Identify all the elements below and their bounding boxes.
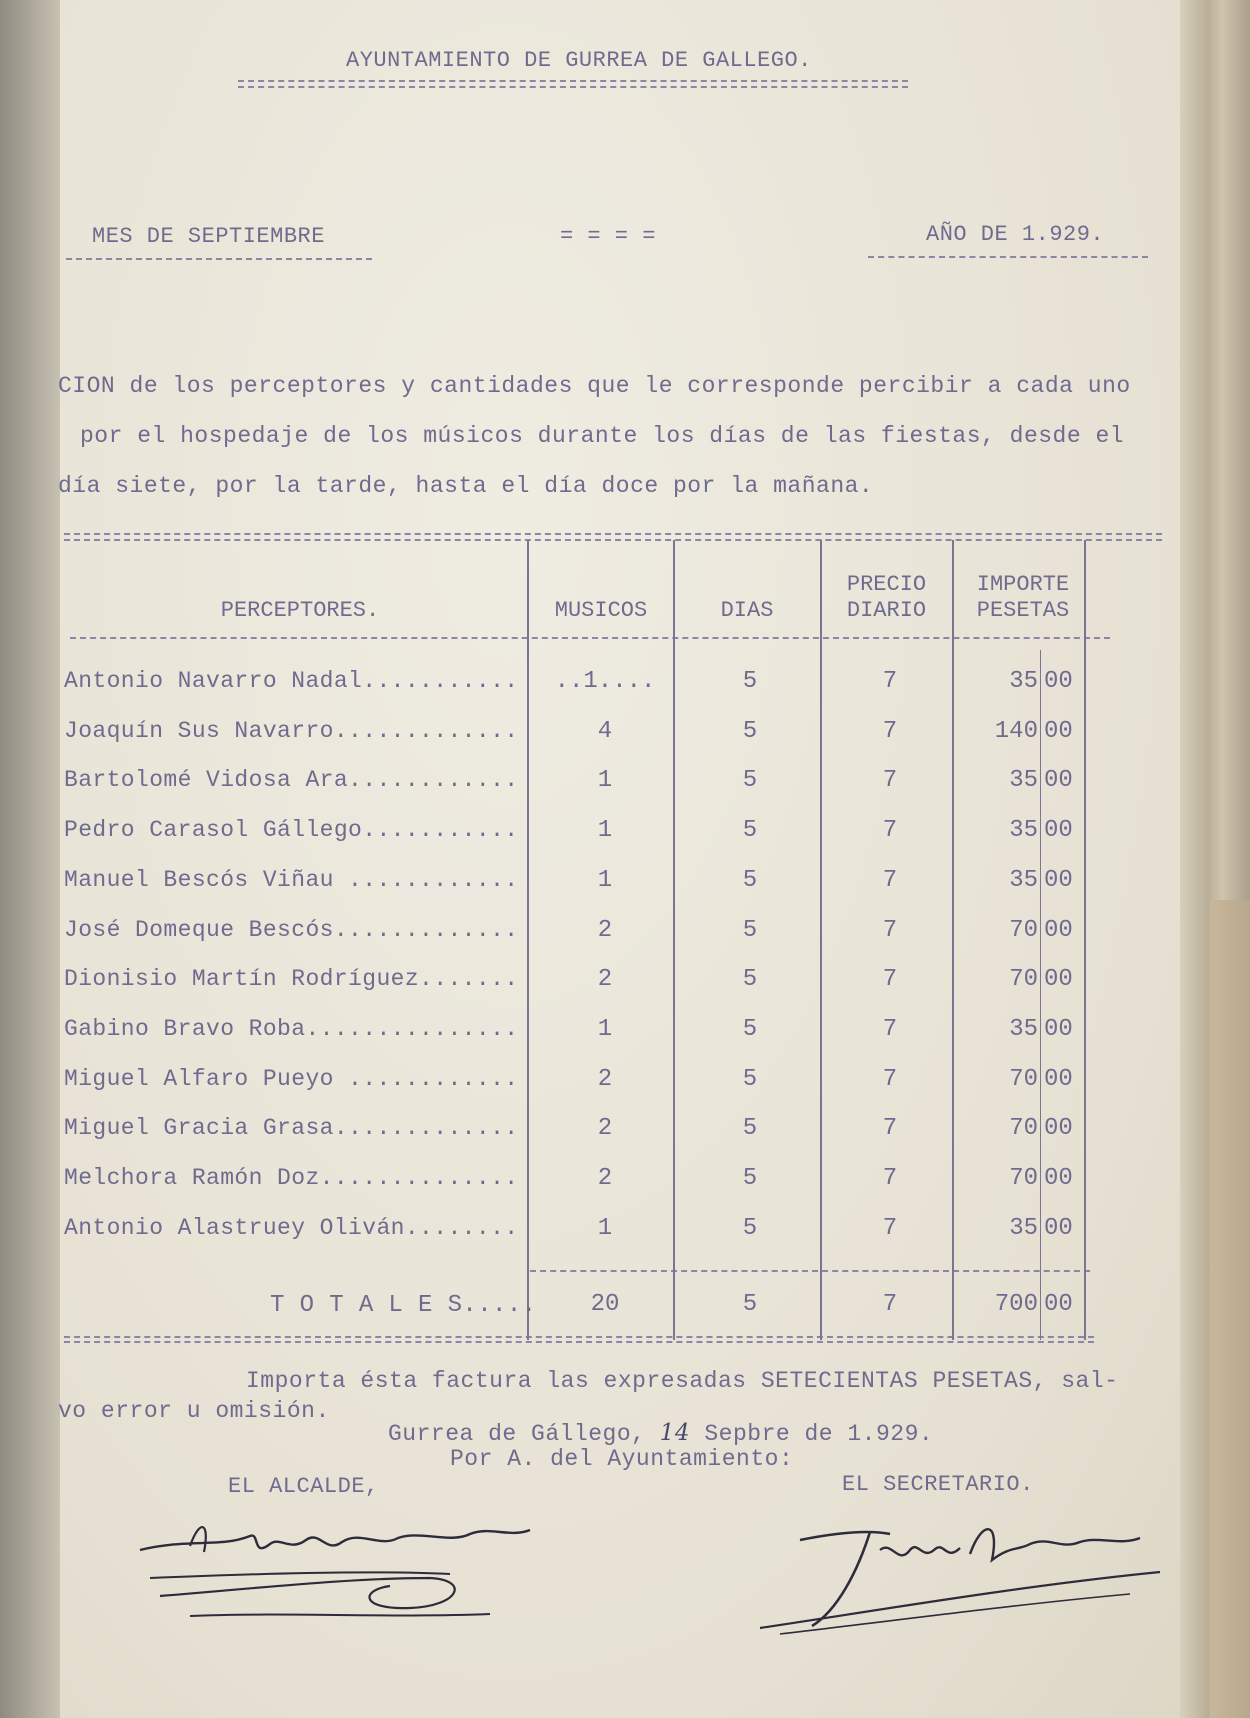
table-row-precio: 7 <box>882 1016 898 1043</box>
secretario-signature <box>720 1510 1190 1640</box>
table-row-musicos: ..1.... <box>554 668 656 695</box>
table-row-musicos: 1 <box>597 767 613 794</box>
header-dias: DIAS <box>720 598 774 623</box>
totals-label: T O T A L E S..... <box>270 1292 537 1319</box>
table-row-pesetas: 70 <box>1009 1165 1038 1192</box>
table-row-cents: 00 <box>1044 1016 1073 1043</box>
table-row-name: Antonio Alastruey Oliván........ <box>64 1215 519 1241</box>
table-row-cents: 00 <box>1044 817 1073 844</box>
table-row-precio: 7 <box>882 718 898 745</box>
table-row-precio: 7 <box>882 817 898 844</box>
place-date-suffix: Sepbre de 1.929. <box>704 1421 934 1447</box>
table-row-name: Miguel Alfaro Pueyo ............ <box>64 1066 519 1092</box>
table-row-cents: 00 <box>1044 966 1073 993</box>
table-row-dias: 5 <box>742 966 758 993</box>
table-row-dias: 5 <box>742 767 758 794</box>
authority-line: Por A. del Ayuntamiento: <box>450 1446 794 1472</box>
totals-precio: 7 <box>882 1291 898 1318</box>
totals-musicos: 20 <box>590 1291 620 1318</box>
table-row-cents: 00 <box>1044 718 1073 745</box>
month-label: MES DE SEPTIEMBRE <box>92 224 325 249</box>
table-top-rule-2 <box>64 539 1162 541</box>
table-row-musicos: 2 <box>597 917 613 944</box>
table-row-pesetas: 70 <box>1009 917 1038 944</box>
title-underline-2 <box>238 86 908 88</box>
table-row-cents: 00 <box>1044 1215 1073 1242</box>
table-top-rule <box>64 533 1162 535</box>
table-row-musicos: 2 <box>597 1165 613 1192</box>
alcalde-signature <box>130 1508 570 1628</box>
title-underline <box>238 80 908 82</box>
right-paper-stack-lower <box>1210 900 1250 1718</box>
table-row-dias: 5 <box>742 1115 758 1142</box>
table-row-name: Antonio Navarro Nadal........... <box>64 668 519 694</box>
table-row-cents: 00 <box>1044 1115 1073 1142</box>
alcalde-label: EL ALCALDE, <box>228 1474 379 1499</box>
table-row-precio: 7 <box>882 917 898 944</box>
secretario-label: EL SECRETARIO. <box>842 1472 1034 1497</box>
table-row-pesetas: 70 <box>1009 1066 1038 1093</box>
header-importe-pesetas: IMPORTE PESETAS <box>976 572 1070 623</box>
table-row-name: Joaquín Sus Navarro............. <box>64 718 519 744</box>
table-row-dias: 5 <box>742 917 758 944</box>
table-row-cents: 00 <box>1044 1165 1073 1192</box>
table-row-musicos: 2 <box>597 966 613 993</box>
header-musicos: MUSICOS <box>554 598 648 623</box>
table-row-name: Bartolomé Vidosa Ara............ <box>64 767 519 793</box>
table-row-cents: 00 <box>1044 917 1073 944</box>
table-row-dias: 5 <box>742 867 758 894</box>
table-row-musicos: 4 <box>597 718 613 745</box>
table-row-pesetas: 70 <box>1009 966 1038 993</box>
table-bottom-rule-2 <box>64 1341 1094 1343</box>
table-row-musicos: 2 <box>597 1066 613 1093</box>
table-row-name: Dionisio Martín Rodríguez....... <box>64 966 519 992</box>
table-row-musicos: 1 <box>597 817 613 844</box>
col-divider-2 <box>673 540 675 1340</box>
header-perceptores: PERCEPTORES. <box>220 598 380 623</box>
totals-dias: 5 <box>742 1291 758 1318</box>
table-row-pesetas: 70 <box>1009 1115 1038 1142</box>
year-underline <box>868 256 1148 258</box>
table-row-name: Miguel Gracia Grasa............. <box>64 1115 519 1141</box>
table-row-dias: 5 <box>742 1016 758 1043</box>
table-totals-rule <box>530 1270 1090 1272</box>
col-divider-1 <box>527 540 529 1340</box>
left-paper-edge <box>0 0 62 1718</box>
table-row-dias: 5 <box>742 718 758 745</box>
table-row-musicos: 1 <box>597 867 613 894</box>
table-header-rule <box>70 637 1110 639</box>
header-separator: = = = = <box>560 224 656 249</box>
table-row-name: Gabino Bravo Roba............... <box>64 1016 519 1042</box>
table-row-precio: 7 <box>882 1215 898 1242</box>
table-row-precio: 7 <box>882 668 898 695</box>
table-row-pesetas: 35 <box>1009 668 1038 695</box>
table-row-musicos: 1 <box>597 1215 613 1242</box>
table-row-cents: 00 <box>1044 1066 1073 1093</box>
table-row-pesetas: 35 <box>1009 817 1038 844</box>
handwritten-day: 14 <box>659 1420 691 1446</box>
table-row-name: Manuel Bescós Viñau ............ <box>64 867 519 893</box>
table-row-precio: 7 <box>882 867 898 894</box>
footer-amount-line-2: vo error u omisión. <box>58 1398 330 1424</box>
intro-line-1: CION de los perceptores y cantidades que le corresponde percibir a cada uno <box>58 373 1131 399</box>
table-row-dias: 5 <box>742 817 758 844</box>
table-row-musicos: 2 <box>597 1115 613 1142</box>
col-divider-3 <box>820 540 822 1340</box>
table-row-name: Melchora Ramón Doz.............. <box>64 1165 519 1191</box>
place-date <box>388 1420 933 1447</box>
place-date-prefix: Gurrea de Gállego, <box>388 1421 646 1447</box>
table-row-pesetas: 35 <box>1009 1215 1038 1242</box>
table-bottom-rule <box>64 1336 1094 1338</box>
table-row-precio: 7 <box>882 767 898 794</box>
table-row-pesetas: 140 <box>994 718 1038 745</box>
table-row-dias: 5 <box>742 1215 758 1242</box>
table-row-name: Pedro Carasol Gállego........... <box>64 817 519 843</box>
year-label: AÑO DE 1.929. <box>926 222 1105 247</box>
table-row-pesetas: 35 <box>1009 1016 1038 1043</box>
month-underline <box>66 258 372 260</box>
table-row-precio: 7 <box>882 1066 898 1093</box>
intro-line-2: por el hospedaje de los músicos durante los días de las fiestas, desde el <box>80 423 1125 449</box>
table-row-dias: 5 <box>742 1165 758 1192</box>
table-row-dias: 5 <box>742 668 758 695</box>
table-row-cents: 00 <box>1044 767 1073 794</box>
table-row-musicos: 1 <box>597 1016 613 1043</box>
table-row-precio: 7 <box>882 966 898 993</box>
table-row-precio: 7 <box>882 1115 898 1142</box>
footer-amount-line-1: Importa ésta factura las expresadas SETECIENTAS PESETAS, sal- <box>246 1368 1119 1394</box>
document-page <box>60 0 1180 1718</box>
table-row-cents: 00 <box>1044 867 1073 894</box>
col-divider-5 <box>1084 540 1086 1340</box>
table-row-cents: 00 <box>1044 668 1073 695</box>
table-row-dias: 5 <box>742 1066 758 1093</box>
totals-cents: 00 <box>1044 1291 1073 1318</box>
intro-line-3: día siete, por la tarde, hasta el día doce por la mañana. <box>58 473 874 499</box>
totals-pesetas: 700 <box>994 1291 1038 1318</box>
col-divider-cents <box>1040 650 1041 1340</box>
table-row-precio: 7 <box>882 1165 898 1192</box>
col-divider-4 <box>952 540 954 1340</box>
table-row-pesetas: 35 <box>1009 767 1038 794</box>
table-row-pesetas: 35 <box>1009 867 1038 894</box>
table-row-name: José Domeque Bescós............. <box>64 917 519 943</box>
document-title: AYUNTAMIENTO DE GURREA DE GALLEGO. <box>346 48 812 73</box>
header-precio-diario: PRECIO DIARIO <box>846 572 927 623</box>
